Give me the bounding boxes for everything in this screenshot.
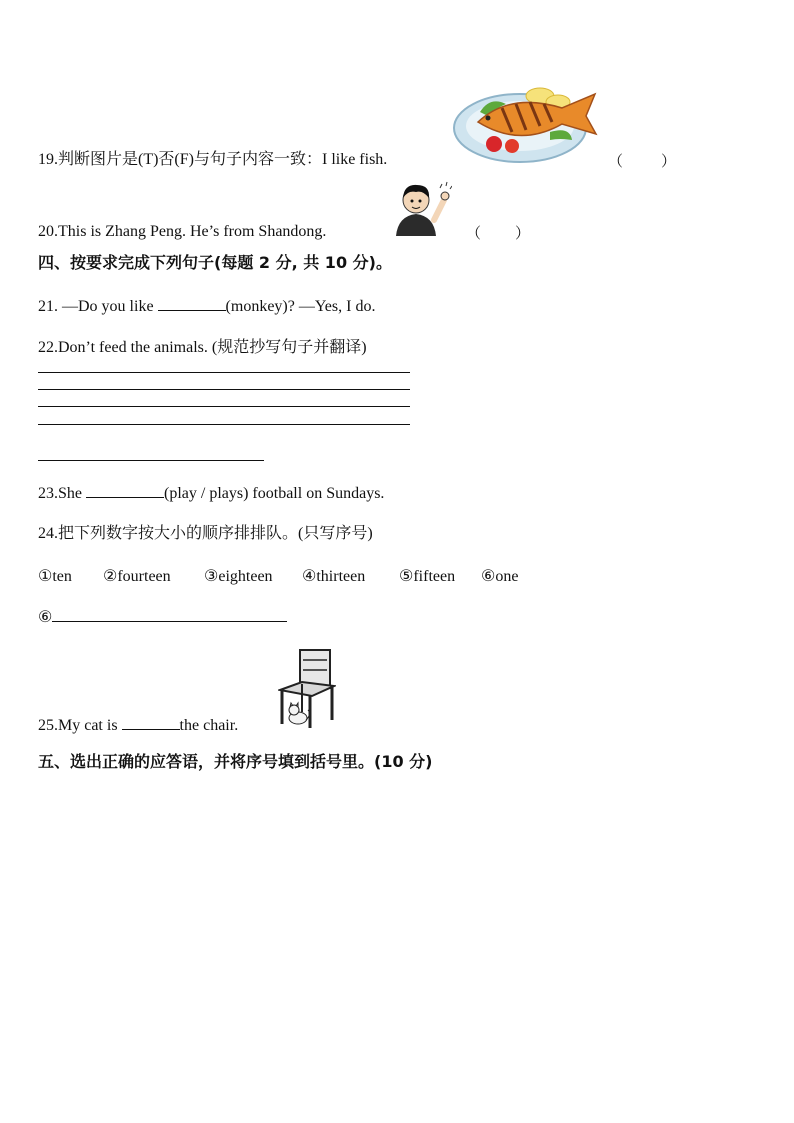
question-25 <box>38 715 238 736</box>
answer-paren-19[interactable] <box>608 150 676 171</box>
answer-line-22-1[interactable] <box>38 372 410 373</box>
paren-close: ） <box>661 154 677 170</box>
question-24-option-1: ①ten <box>38 568 72 585</box>
section-5-title: 五、选出正确的应答语，并将序号填到括号里。(10 分) <box>38 752 433 771</box>
question-24-text: 24.把下列数字按大小的顺序排排队。(只写序号) <box>38 525 373 542</box>
question-24-option-4: ④thirteen <box>302 568 366 585</box>
question-21-prefix: 21. —Do you like <box>38 298 154 315</box>
answer-paren-20[interactable] <box>466 222 530 243</box>
waving-boy-icon <box>390 180 452 238</box>
question-19-text: 19.判断图片是(T)否(F)与句子内容一致：I like fish. <box>38 151 388 168</box>
answer-line-22-3[interactable] <box>38 406 410 407</box>
fish-dish-icon <box>450 82 600 167</box>
question-21 <box>38 296 375 317</box>
question-20 <box>38 222 326 242</box>
answer-blank-24[interactable] <box>52 607 287 622</box>
question-25-suffix: the chair. <box>179 717 239 734</box>
paren-close: ） <box>515 226 531 242</box>
question-19 <box>38 150 387 170</box>
question-22-text: 22.Don’t feed the animals. (规范抄写句子并翻译) <box>38 339 367 356</box>
paren-open: （ <box>608 154 624 170</box>
answer-blank-25[interactable] <box>122 715 180 730</box>
answer-line-22-2[interactable] <box>38 389 410 390</box>
section-4-title: 四、按要求完成下列句子(每题 2 分, 共 10 分)。 <box>38 253 392 272</box>
question-24-option-6: ⑥one <box>481 568 519 585</box>
chair-with-cat-icon <box>278 648 336 730</box>
question-23-suffix: (play / plays) football on Sundays. <box>164 485 385 502</box>
answer-blank-23[interactable] <box>86 483 164 498</box>
answer-blank-21[interactable] <box>158 296 226 311</box>
answer-line-22-4[interactable] <box>38 424 410 425</box>
question-24-option-5: ⑤fifteen <box>399 568 456 585</box>
question-24 <box>38 524 373 544</box>
question-23-prefix: 23.She <box>38 485 82 502</box>
paren-open: （ <box>466 226 482 242</box>
question-21-suffix: (monkey)? —Yes, I do. <box>225 298 376 315</box>
question-24-option-3: ③eighteen <box>204 568 273 585</box>
question-22 <box>38 338 367 358</box>
question-20-text: 20.This is Zhang Peng. He’s from Shandong. <box>38 223 327 240</box>
question-24-answer <box>38 607 287 628</box>
question-24-answer-prefix: ⑥ <box>38 609 53 626</box>
answer-line-22-5[interactable] <box>38 460 264 461</box>
question-24-option-2: ②fourteen <box>103 568 171 585</box>
question-23 <box>38 483 384 504</box>
question-25-prefix: 25.My cat is <box>38 717 118 734</box>
